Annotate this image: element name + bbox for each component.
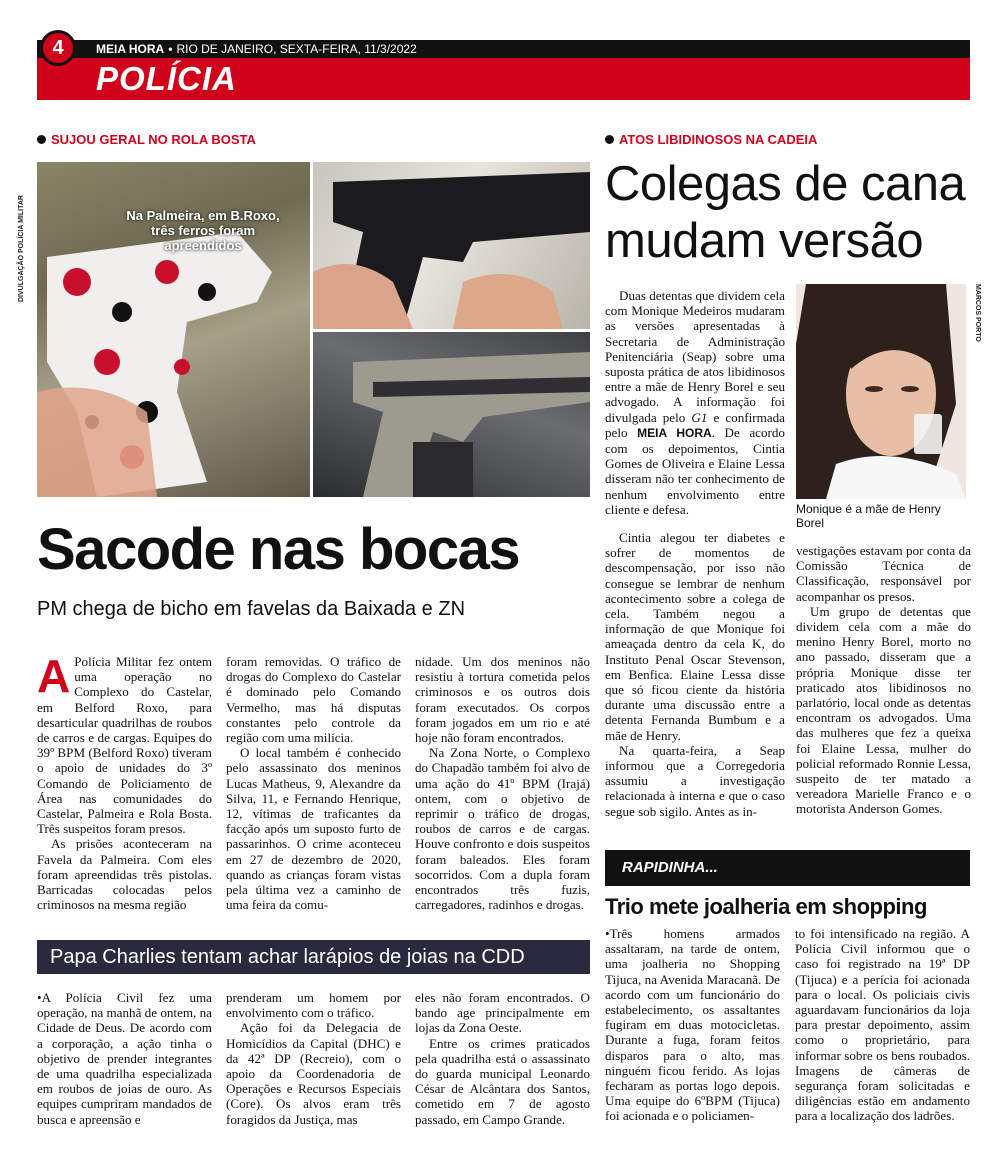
right-paragraph: Cintia alegou ter diabetes e sofrer de momentos de descompensação, por isso não consegue se lembrar de nenhum acontecimento sobre a colega de cela. Também negou a informação de que Monique foi ameaçada dentro da cela K, do Instituto Penal Oscar Stevenson, em Benfica. Elaine Lessa disse que só ficou ciente da história durante uma discussão entre a detenta Fernanda Bumbum e a mãe de Henry. (605, 530, 785, 743)
right-column-b (796, 543, 971, 817)
section-title: POLÍCIA (96, 60, 237, 97)
right-paragraph: Um grupo de detentas que dividem cela com a mãe do menino Henry Borel, morto no ano passado, disseram que a própria Monique disse ter praticado atos libidinosos no parlatório, local onde as detentas encontram os advogados. Uma das mulheres que fez a queixa foi Elaine Lessa, mulher do policial reformado Ronnie Lessa, suspeito de ter matado a vereadora Marielle Franco e o motorista Anderson Gomes. (796, 603, 971, 817)
silver-pistol-image (313, 332, 590, 497)
source-g1: G1 (691, 409, 708, 425)
main-paragraph: Na Zona Norte, o Complexo do Chapadão também foi alvo de uma ação do 41º BPM (Irajá) ontem, com o objetivo de reprimir o tráfico de drogas, roubos de carros e de cargas. Houve confronto e dois suspeitos foram baleados. Eles foram socorridos. Com a dupla foram encontrados três fuzis, carregadores, radinhos e drogas. (415, 745, 590, 913)
rapidinha-paragraph: to foi intensificado na região. A Polícia Civil informou que o caso foi registrado na 19ª DP (Tijuca) e a perícia foi acionada para o local. Os policiais civis aguardavam funcionários da loja para prestar depoimento, assim como o proprietário, para informar sobre os bens roubados. Imagens de câmeras de segurança foram solicitadas e diligências estão em andamento para a localização dos ladrões. (795, 926, 970, 1124)
main-paragraph: As prisões aconteceram na Favela da Palmeira. Com eles foram apreendidas três pistolas. Barricadas colocadas pelos criminosos na mesma região (37, 836, 212, 913)
papa-paragraph: Ação foi da Delegacia de Homicídios da Capital (DHC) e da 42ª DP (Recreio), com o apoio da Coordenadoria de Operações e Recursos Especiais (Core). Os alvos eram três foragidos da Justiça, mas (226, 1020, 401, 1127)
source-meia-hora: MEIA HORA (637, 425, 712, 440)
right-paragraph (605, 288, 785, 517)
right-kicker: ATOS LIBIDINOSOS NA CADEIA (605, 132, 817, 147)
papa-column-3 (415, 990, 590, 1127)
right-paragraph: Na quarta-feira, a Seap informou que a Corregedoria assumiu a investigação relacionada à interna e que o caso segue sob sigilo. Antes as in- (605, 742, 785, 819)
rapidinha-paragraph: • Três homens armados assaltaram, na tarde de ontem, uma joalheria no Shopping Tijuca, na Avenida Maracanã. De acordo com um funcionário do estabelecimento, os assaltantes fugiram em duas motocicletas. Durante a fuga, foram feitos disparos para o alto, mas ninguém ficou ferido. As lojas fecharam as portas logo depois. Uma equipe do 6ºBPM (Tijuca) foi acionada e o policiamen- (605, 926, 780, 1124)
main-column-3 (415, 654, 590, 912)
right-headline: Colegas de cana mudam versão (605, 157, 966, 268)
black-pistol-image (313, 162, 590, 329)
dateline: RIO DE JANEIRO, SEXTA-FEIRA, 11/3/2022 (176, 42, 417, 56)
right-photo-credit: MARCOS PORTO (974, 284, 981, 342)
right-text: e confirmada pelo (605, 409, 785, 440)
main-paragraph: nidade. Um dos meninos não resistiu à tortura cometida pelos criminosos e os outros dois foram executados. Os corpos foram jogados em um rio e até hoje não foram encontrados. (415, 654, 590, 746)
main-text: Polícia Militar fez ontem uma operação no Complexo do Castelar, em Belford Roxo, para desarticular quadrilhas de roubos de carros e de cargas. Equipes do 39º BPM (Belford Roxo) tiveram o apoio de unidades do 3º Comando de Policiamento de Área nas comunidades do Castelar, Palmeira e Rola Bosta. Três suspeitos foram presos. (37, 654, 212, 837)
papa-paragraph: • A Polícia Civil fez uma operação, na manhã de ontem, na Cidade de Deus. De acordo com a corporação, a ação tinha o objetivo de prender integrantes de uma quadrilha especializada em roubos de joias de ouro. As equipes cumpriram mandados de busca e apreensão e (37, 990, 212, 1127)
photo-caption: Na Palmeira, em B.Roxo, três ferros foram apreendidos (126, 208, 280, 253)
main-headline: Sacode nas bocas (37, 517, 520, 582)
main-paragraph: O local também é conhecido pelo assassinato dos meninos Lucas Matheus, 9, Alexandre da Silva, 11, e Fernando Henrique, 12, vítimas de traficantes da facção após um suposto furto de passarinhos. O crime aconteceu em 27 de dezembro de 2020, quando as crianças foram vistas pela última vez a caminho de uma feira da comu- (226, 745, 401, 913)
papa-paragraph: eles não foram encontrados. O bando age principalmente em lojas da Zona Oeste. (415, 990, 590, 1036)
papa-column-1 (37, 990, 212, 1127)
main-column-1 (37, 650, 212, 913)
right-text: . De acordo com os depoimentos, Cintia Gomes de Oliveira e Elaine Lessa disseram não ter conhecimento de nenhum envolvimento entre cliente e defesa. (605, 424, 785, 517)
main-subhead: PM chega de bicho em favelas da Baixada e ZN (37, 598, 466, 620)
separator: • (168, 42, 173, 56)
photo-black-pistol (313, 162, 590, 329)
papa-paragraph: prenderam um homem por envolvimento com o tráfico. (226, 990, 401, 1021)
rapidinha-column-1 (605, 926, 780, 1124)
rapidinha-label: RAPIDINHA... (622, 859, 718, 876)
papa-column-2 (226, 990, 401, 1127)
papa-headline: Papa Charlies tentam achar larápios de joias na CDD (50, 946, 525, 968)
right-column-top (605, 288, 785, 517)
masthead (96, 40, 417, 58)
main-paragraph: foram removidas. O tráfico de drogas do Complexo do Castelar é dominado pelo Comando Vermelho, mas há disputas constantes pelo controle da região com uma milícia. (226, 654, 401, 746)
right-paragraph: vestigações estavam por conta da Comissão Técnica de Classificação, responsável por acompanhar os presos. (796, 543, 971, 604)
right-text: Duas detentas que dividem cela com Monique Medeiros mudaram as versões apresentadas à Secretaria de Administração Penitenciária (Seap) sobre uma suposta prática de atos libidinosos entre a mãe de Henry Borel e seu advogado. A informação foi divulgada pelo (605, 288, 785, 425)
paper-name: MEIA HORA (96, 42, 165, 56)
main-kicker: SUJOU GERAL NO ROLA BOSTA (37, 132, 256, 147)
photo-credit: DIVULGAÇÃO POLÍCIA MILITAR (18, 195, 25, 302)
photo-monique (796, 284, 966, 499)
page-number: 4 (40, 30, 76, 66)
drop-cap: A (37, 650, 71, 702)
photo-silver-pistol (313, 332, 590, 497)
right-photo-caption: Monique é a mãe de Henry Borel (796, 502, 941, 530)
papa-paragraph: Entre os crimes praticados pela quadrilha está o assassinato do guarda municipal Leonardo César de Alcântara dos Santos, cometido em 7 de agosto passado, em Campo Grande. (415, 1035, 590, 1127)
rapidinha-headline: Trio mete joalheria em shopping (605, 894, 927, 919)
main-column-2 (226, 654, 401, 912)
main-paragraph (37, 650, 212, 837)
right-column-a (605, 530, 785, 819)
rapidinha-column-2 (795, 926, 970, 1124)
monique-portrait-image (796, 284, 966, 499)
